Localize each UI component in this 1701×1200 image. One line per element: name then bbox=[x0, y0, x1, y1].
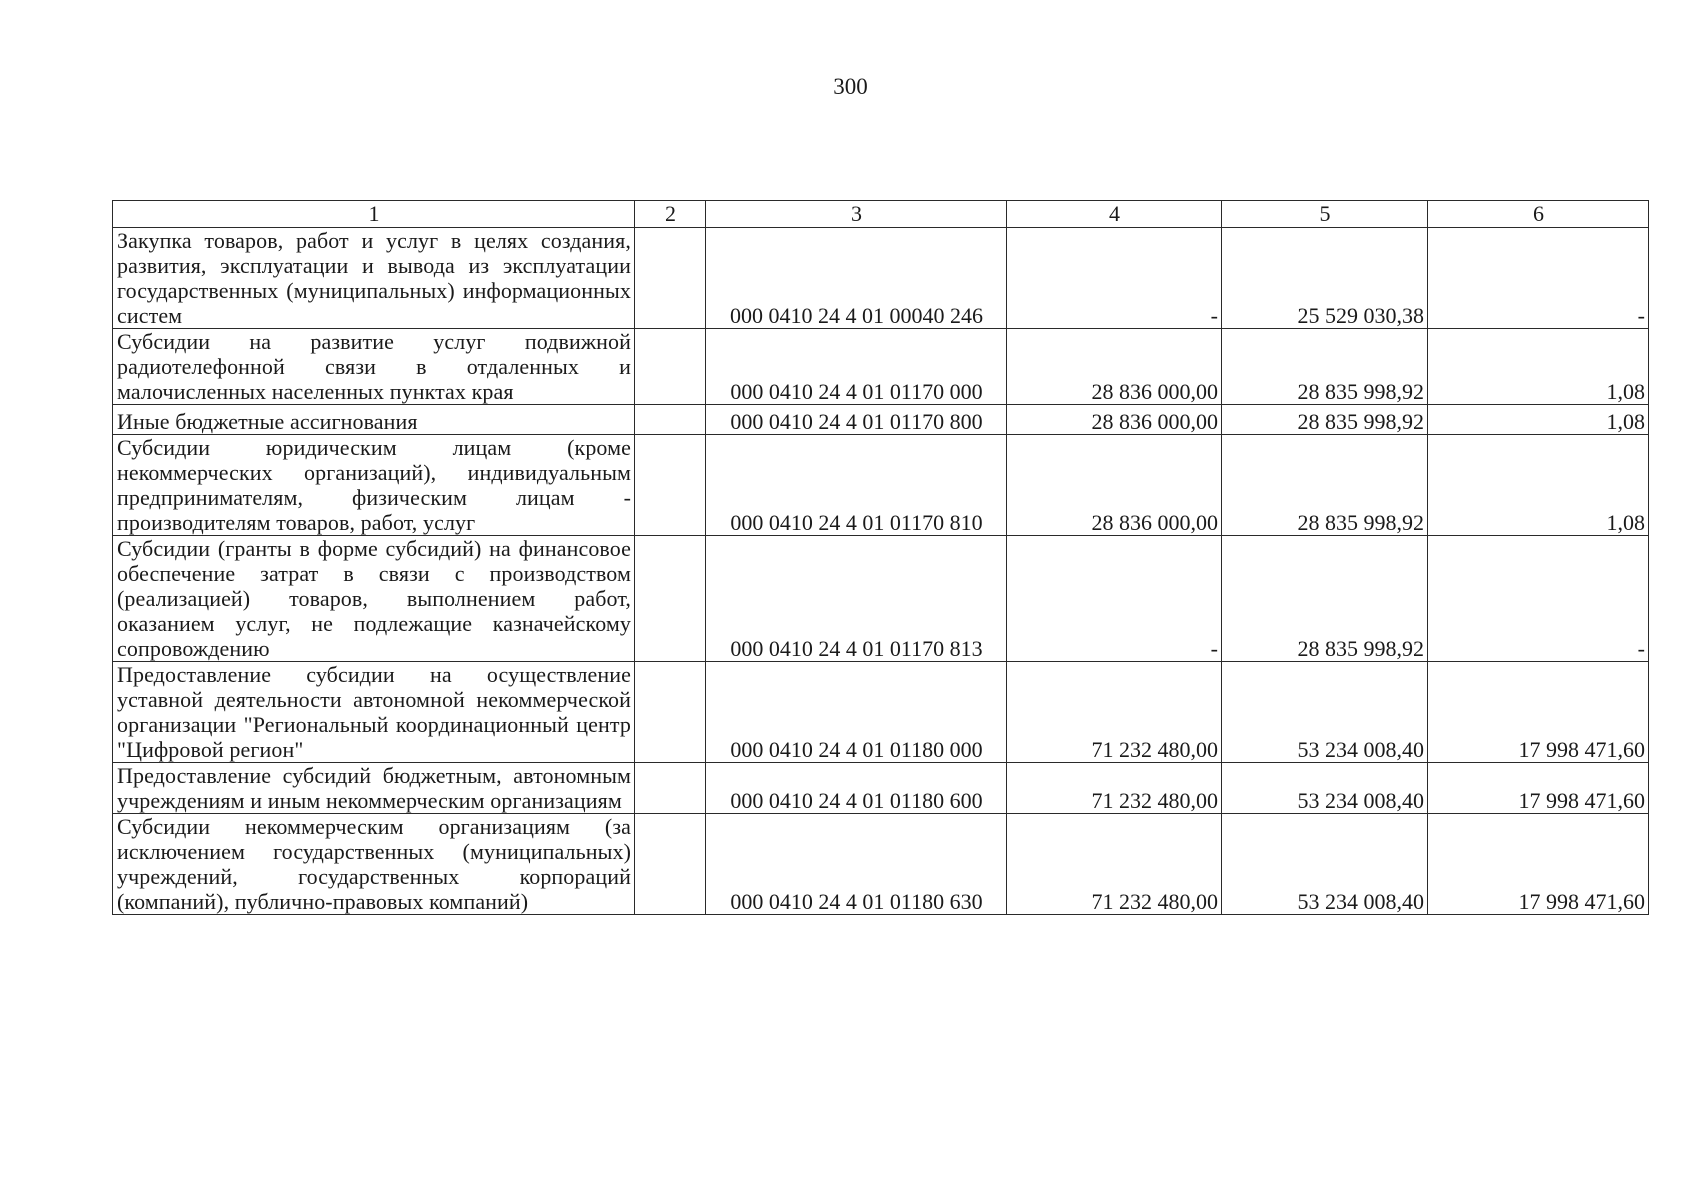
row-description: Иные бюджетные ассигнования bbox=[113, 405, 635, 435]
row-col4: 71 232 480,00 bbox=[1007, 763, 1222, 814]
table-row bbox=[113, 329, 1649, 405]
column-header: 4 bbox=[1007, 201, 1222, 228]
row-col6: 17 998 471,60 bbox=[1428, 814, 1649, 915]
row-description: Закупка товаров, работ и услуг в целях создания, развития, эксплуатации и вывода из эксплуатации государственных (муниципальных) информационных систем bbox=[113, 228, 635, 329]
row-col6: 1,08 bbox=[1428, 435, 1649, 536]
row-col4: 28 836 000,00 bbox=[1007, 435, 1222, 536]
row-col2 bbox=[635, 329, 706, 405]
row-col2 bbox=[635, 536, 706, 662]
column-header: 6 bbox=[1428, 201, 1649, 228]
row-description: Предоставление субсидии на осуществление уставной деятельности автономной некоммерческой организации "Региональный координационный центр "Цифровой регион" bbox=[113, 662, 635, 763]
row-col2 bbox=[635, 662, 706, 763]
table-header-row bbox=[113, 201, 1649, 228]
row-col6: 17 998 471,60 bbox=[1428, 662, 1649, 763]
column-header: 3 bbox=[706, 201, 1007, 228]
row-col2 bbox=[635, 814, 706, 915]
budget-table bbox=[112, 200, 1649, 915]
row-code: 000 0410 24 4 01 00040 246 bbox=[706, 228, 1007, 329]
row-col4: - bbox=[1007, 536, 1222, 662]
row-col4: 28 836 000,00 bbox=[1007, 405, 1222, 435]
row-col4: - bbox=[1007, 228, 1222, 329]
row-description: Субсидии (гранты в форме субсидий) на финансовое обеспечение затрат в связи с производством (реализацией) товаров, выполнением работ, оказанием услуг, не подлежащие казначейскому сопровождению bbox=[113, 536, 635, 662]
row-col4: 71 232 480,00 bbox=[1007, 662, 1222, 763]
row-col4: 71 232 480,00 bbox=[1007, 814, 1222, 915]
row-code: 000 0410 24 4 01 01180 000 bbox=[706, 662, 1007, 763]
row-code: 000 0410 24 4 01 01170 000 bbox=[706, 329, 1007, 405]
row-col5: 28 835 998,92 bbox=[1222, 405, 1428, 435]
row-code: 000 0410 24 4 01 01170 810 bbox=[706, 435, 1007, 536]
row-col2 bbox=[635, 228, 706, 329]
row-col2 bbox=[635, 405, 706, 435]
row-col6: 1,08 bbox=[1428, 329, 1649, 405]
row-col6: 1,08 bbox=[1428, 405, 1649, 435]
table-row bbox=[113, 435, 1649, 536]
row-col5: 53 234 008,40 bbox=[1222, 814, 1428, 915]
row-code: 000 0410 24 4 01 01180 600 bbox=[706, 763, 1007, 814]
row-col5: 28 835 998,92 bbox=[1222, 329, 1428, 405]
column-header: 1 bbox=[113, 201, 635, 228]
row-col5: 28 835 998,92 bbox=[1222, 435, 1428, 536]
row-description: Предоставление субсидий бюджетным, автономным учреждениям и иным некоммерческим организациям bbox=[113, 763, 635, 814]
row-col6: - bbox=[1428, 536, 1649, 662]
table-row bbox=[113, 814, 1649, 915]
row-description: Субсидии на развитие услуг подвижной радиотелефонной связи в отдаленных и малочисленных населенных пунктах края bbox=[113, 329, 635, 405]
table-row bbox=[113, 536, 1649, 662]
row-description: Субсидии некоммерческим организациям (за исключением государственных (муниципальных) учреждений, государственных корпораций (компаний), публично-правовых компаний) bbox=[113, 814, 635, 915]
row-col5: 25 529 030,38 bbox=[1222, 228, 1428, 329]
row-description: Субсидии юридическим лицам (кроме некоммерческих организаций), индивидуальным предпринимателям, физическим лицам - производителям товаров, работ, услуг bbox=[113, 435, 635, 536]
column-header: 5 bbox=[1222, 201, 1428, 228]
row-code: 000 0410 24 4 01 01170 813 bbox=[706, 536, 1007, 662]
row-col5: 53 234 008,40 bbox=[1222, 763, 1428, 814]
row-col2 bbox=[635, 763, 706, 814]
row-col6: 17 998 471,60 bbox=[1428, 763, 1649, 814]
table-row bbox=[113, 405, 1649, 435]
column-header: 2 bbox=[635, 201, 706, 228]
row-col2 bbox=[635, 435, 706, 536]
table-row bbox=[113, 662, 1649, 763]
row-code: 000 0410 24 4 01 01170 800 bbox=[706, 405, 1007, 435]
row-col6: - bbox=[1428, 228, 1649, 329]
row-col5: 28 835 998,92 bbox=[1222, 536, 1428, 662]
row-col4: 28 836 000,00 bbox=[1007, 329, 1222, 405]
row-code: 000 0410 24 4 01 01180 630 bbox=[706, 814, 1007, 915]
row-col5: 53 234 008,40 bbox=[1222, 662, 1428, 763]
page-number: 300 bbox=[833, 74, 868, 99]
table-row bbox=[113, 228, 1649, 329]
table-row bbox=[113, 763, 1649, 814]
